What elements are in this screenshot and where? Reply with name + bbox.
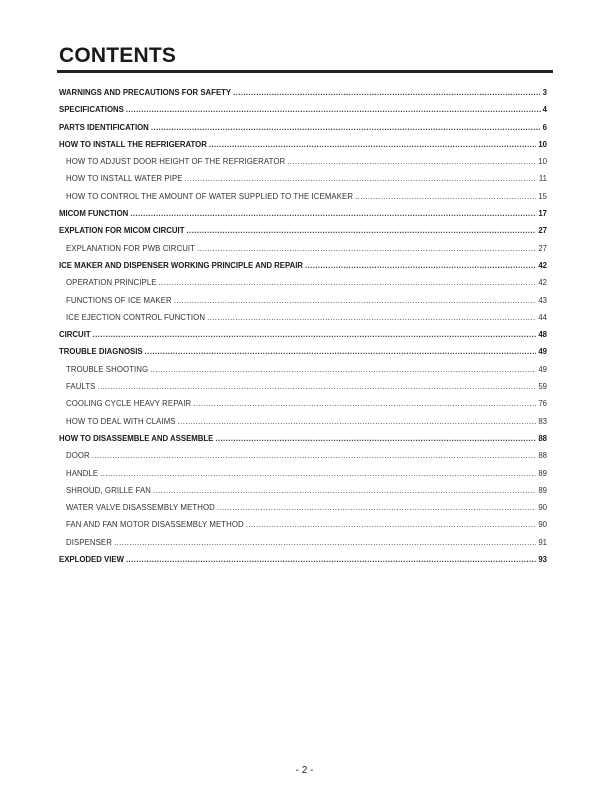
- toc-entry-page: 3: [542, 88, 547, 97]
- toc-leader-dots: [151, 123, 541, 132]
- toc-entry-page: 59: [538, 382, 547, 392]
- toc-entry-label: HOW TO DEAL WITH CLAIMS: [66, 416, 176, 426]
- toc-entry-label: TROUBLE DIAGNOSIS: [59, 347, 143, 357]
- toc-subentry: [59, 399, 547, 416]
- toc-entry-page: 42: [538, 278, 547, 288]
- toc-entry-page: 90: [538, 503, 547, 513]
- toc-entry: [59, 555, 547, 572]
- toc-leader-dots: [287, 157, 536, 166]
- toc-entry-label: WARNINGS AND PRECAUTIONS FOR SAFETY: [59, 88, 232, 97]
- toc-leader-dots: [217, 503, 536, 512]
- toc-leader-dots: [100, 469, 536, 478]
- title-rule: [57, 70, 553, 73]
- toc-entry: [59, 209, 547, 226]
- toc-subentry: [59, 382, 547, 399]
- toc-leader-dots: [209, 140, 536, 149]
- toc-subentry: [59, 486, 547, 503]
- toc-entry-page: 4: [542, 105, 547, 115]
- toc-entry-page: 11: [538, 174, 547, 184]
- toc-entry-page: 76: [538, 399, 547, 409]
- toc-subentry: [59, 538, 547, 555]
- toc-leader-dots: [185, 174, 537, 183]
- toc-entry-page: 49: [538, 347, 547, 357]
- toc-entry-page: 83: [538, 416, 547, 426]
- toc-entry-label: COOLING CYCLE HEAVY REPAIR: [66, 399, 192, 409]
- toc-subentry: [59, 451, 547, 468]
- toc-leader-dots: [92, 451, 537, 460]
- toc-entry-label: SHROUD, GRILLE FAN: [66, 485, 151, 495]
- toc-entry-page: 90: [538, 520, 547, 530]
- toc-subentry: [59, 365, 547, 382]
- toc-entry-page: 15: [538, 191, 547, 201]
- toc-entry: [59, 347, 547, 364]
- toc-entry-label: ICE EJECTION CONTROL FUNCTION: [66, 312, 206, 322]
- toc-entry-page: 17: [538, 209, 547, 219]
- toc-entry-label: EXPLANATION FOR PWB CIRCUIT: [66, 243, 196, 253]
- toc-entry-label: HANDLE: [66, 468, 99, 478]
- toc-subentry: [59, 296, 547, 313]
- toc-entry: [59, 123, 547, 140]
- toc-leader-dots: [197, 244, 536, 253]
- toc-leader-dots: [355, 192, 536, 201]
- toc-entry-page: 44: [538, 312, 547, 322]
- toc-entry-label: PARTS IDENTIFICATION: [59, 122, 149, 132]
- toc-entry-page: 6: [542, 122, 547, 132]
- toc-leader-dots: [126, 105, 541, 114]
- toc-subentry: [59, 520, 547, 537]
- toc-entry-label: MICOM FUNCTION: [59, 209, 129, 219]
- toc-entry-page: 89: [538, 485, 547, 495]
- toc-entry-label: TROUBLE SHOOTING: [66, 364, 149, 374]
- toc-leader-dots: [186, 226, 536, 235]
- toc-leader-dots: [178, 417, 537, 426]
- toc-entry-label: DOOR: [66, 451, 90, 461]
- toc-entry-label: HOW TO INSTALL WATER PIPE: [66, 174, 183, 184]
- toc-entry: [59, 261, 547, 278]
- toc-entry-page: 93: [538, 555, 547, 565]
- toc-subentry: [59, 278, 547, 295]
- toc-subentry: [59, 417, 547, 434]
- toc-entry-label: HOW TO DISASSEMBLE AND ASSEMBLE: [59, 433, 214, 443]
- toc-leader-dots: [126, 555, 536, 564]
- toc-entry-label: FAULTS: [66, 382, 96, 392]
- toc-entry-page: 10: [538, 157, 547, 167]
- toc-entry-label: OPERATION PRINCIPLE: [66, 278, 157, 288]
- toc-entry-page: 27: [538, 226, 547, 236]
- toc-entry: [59, 226, 547, 243]
- toc-entry-label: FUNCTIONS OF ICE MAKER: [66, 295, 172, 305]
- toc-entry-page: 91: [538, 537, 547, 547]
- toc-entry: [59, 88, 547, 105]
- toc-leader-dots: [153, 486, 536, 495]
- toc-leader-dots: [305, 261, 536, 270]
- toc-leader-dots: [130, 209, 536, 218]
- toc-leader-dots: [145, 347, 537, 356]
- toc-entry-page: 49: [538, 364, 547, 374]
- toc-entry-page: 89: [538, 468, 547, 478]
- toc-subentry: [59, 174, 547, 191]
- table-of-contents: [59, 88, 547, 572]
- toc-entry-label: SPECIFICATIONS: [59, 105, 124, 115]
- toc-entry-label: FAN AND FAN MOTOR DISASSEMBLY METHOD: [66, 520, 244, 530]
- toc-subentry: [59, 469, 547, 486]
- toc-entry: [59, 105, 547, 122]
- toc-entry-label: HOW TO INSTALL THE REFRIGERATOR: [59, 139, 207, 149]
- toc-entry-page: 42: [538, 260, 547, 270]
- toc-entry-label: CIRCUIT: [59, 330, 91, 340]
- toc-entry-page: 88: [538, 433, 547, 443]
- toc-entry-label: EXPLODED VIEW: [59, 555, 124, 565]
- toc-leader-dots: [246, 520, 537, 529]
- toc-entry: [59, 330, 547, 347]
- toc-entry-label: HOW TO ADJUST DOOR HEIGHT OF THE REFRIGERATOR: [66, 157, 286, 167]
- toc-leader-dots: [114, 538, 536, 547]
- toc-entry-label: WATER VALVE DISASSEMBLY METHOD: [66, 503, 215, 513]
- toc-entry: [59, 434, 547, 451]
- toc-entry-page: 88: [538, 451, 547, 461]
- toc-entry-page: 27: [538, 243, 547, 253]
- toc-subentry: [59, 157, 547, 174]
- toc-entry-label: EXPLATION FOR MICOM CIRCUIT: [59, 226, 185, 236]
- toc-entry-page: 43: [538, 295, 547, 305]
- toc-entry-page: 48: [538, 330, 547, 340]
- toc-subentry: [59, 192, 547, 209]
- toc-leader-dots: [207, 313, 536, 322]
- toc-entry-page: 10: [538, 139, 547, 149]
- toc-subentry: [59, 244, 547, 261]
- toc-leader-dots: [93, 330, 537, 339]
- toc-leader-dots: [174, 296, 537, 305]
- page-number: - 2 -: [295, 765, 314, 776]
- toc-subentry: [59, 313, 547, 330]
- toc-leader-dots: [233, 88, 541, 97]
- toc-entry-label: ICE MAKER AND DISPENSER WORKING PRINCIPLE AND REPAIR: [59, 260, 304, 270]
- toc-leader-dots: [150, 365, 536, 374]
- toc-entry-label: HOW TO CONTROL THE AMOUNT OF WATER SUPPLIED TO THE ICEMAKER: [66, 191, 354, 201]
- toc-leader-dots: [193, 399, 536, 408]
- toc-entry: [59, 140, 547, 157]
- toc-entry-label: DISPENSER: [66, 537, 112, 547]
- toc-leader-dots: [215, 434, 536, 443]
- toc-leader-dots: [159, 278, 537, 287]
- page-title: CONTENTS: [59, 44, 177, 67]
- toc-subentry: [59, 503, 547, 520]
- toc-leader-dots: [97, 382, 536, 391]
